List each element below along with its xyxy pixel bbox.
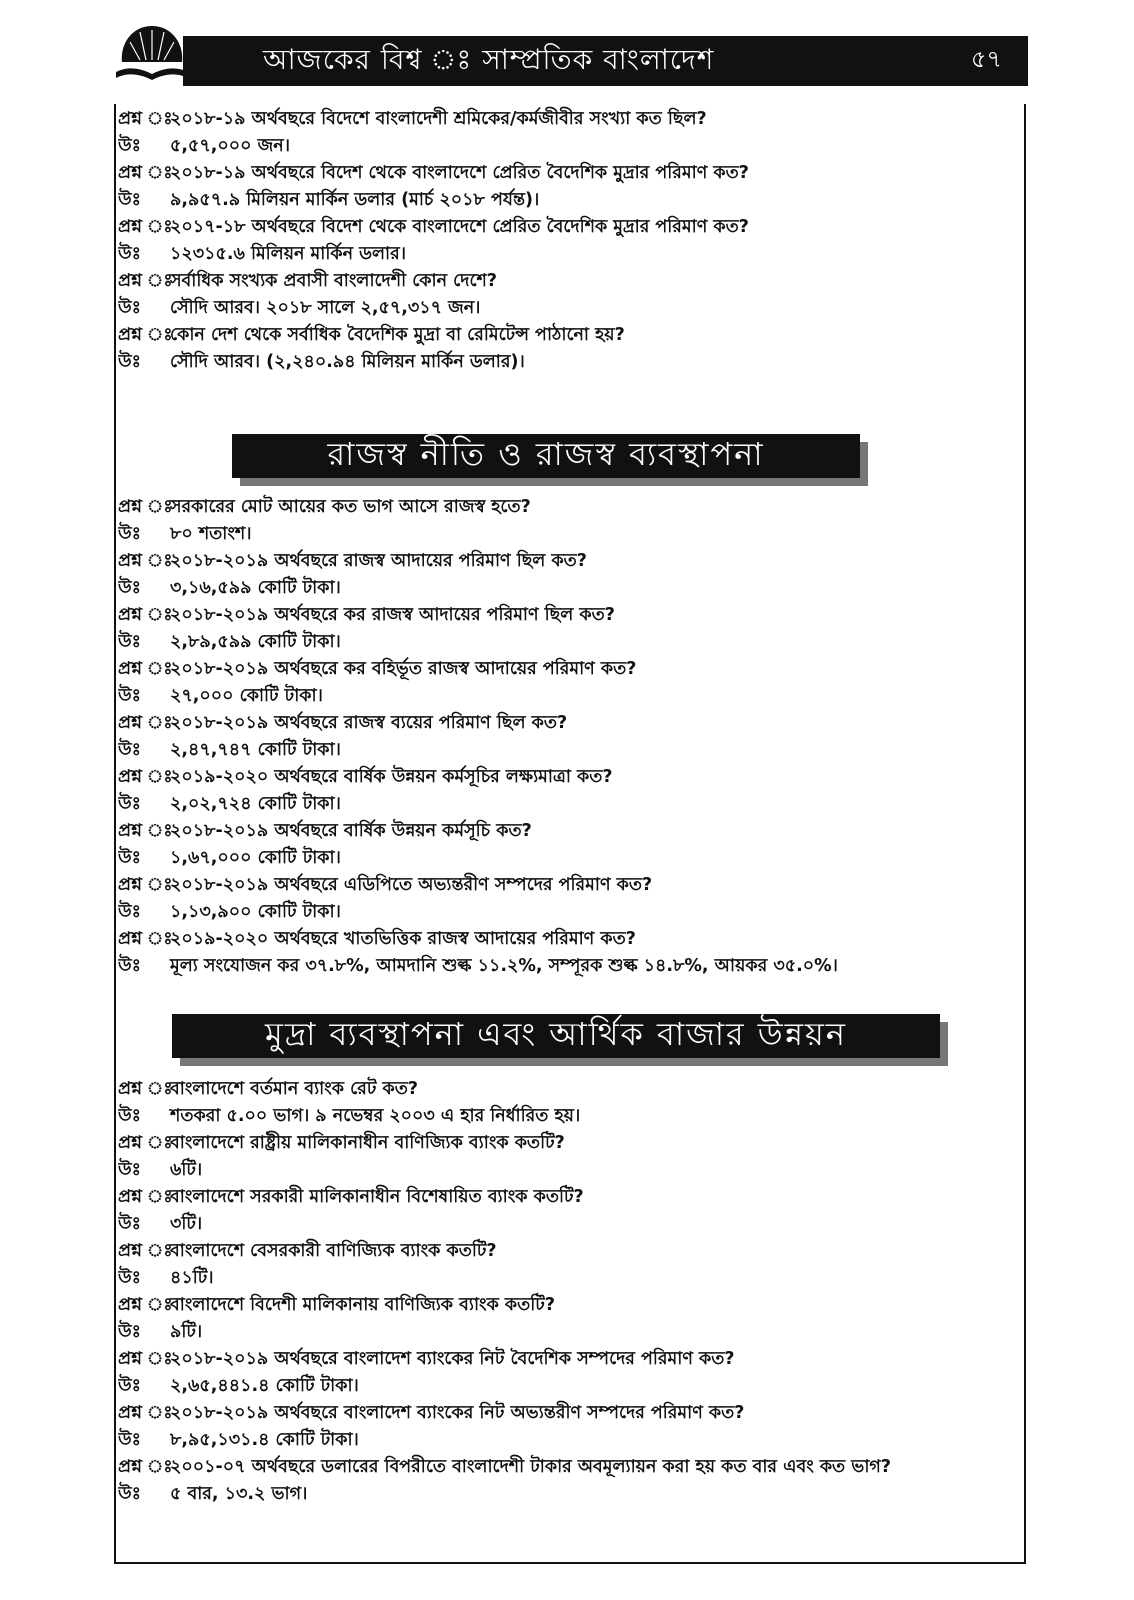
question-line: প্রশ্ন ঃ ২০১৮-১৯ অর্থবছরে বিদেশ থেকে বাংলাদেশে প্রেরিত বৈদেশিক মুদ্রার পরিমাণ কত? bbox=[118, 163, 749, 183]
question-line: প্রশ্ন ঃ সর্বাধিক সংখ্যক প্রবাসী বাংলাদেশী কোন দেশে? bbox=[118, 271, 497, 291]
question-line: প্রশ্ন ঃ বাংলাদেশে বেসরকারী বাণিজ্যিক ব্যাংক কতটি? bbox=[118, 1241, 497, 1261]
answer-line: উঃ ২৭,০০০ কোটি টাকা। bbox=[118, 686, 323, 706]
answer-line: উঃ শতকরা ৫.০০ ভাগ। ৯ নভেম্বর ২০০৩ এ হার নির্ধারিত হয়। bbox=[118, 1106, 581, 1126]
question-line: প্রশ্ন ঃ ২০১৮-২০১৯ অর্থবছরে রাজস্ব ব্যয়ের পরিমাণ ছিল কত? bbox=[118, 713, 568, 733]
question-line: প্রশ্ন ঃ ২০১৮-২০১৯ অর্থবছরে বাংলাদেশ ব্যাংকের নিট বৈদেশিক সম্পদের পরিমাণ কত? bbox=[118, 1349, 735, 1369]
answer-line: উঃ ৮,৯৫,১৩১.৪ কোটি টাকা। bbox=[118, 1430, 359, 1450]
question-line: প্রশ্ন ঃ ২০১৮-২০১৯ অর্থবছরে বার্ষিক উন্নয়ন কর্মসূচি কত? bbox=[118, 821, 532, 841]
answer-line: উঃ ৫,৫৭,০০০ জন। bbox=[118, 136, 290, 156]
answer-line: উঃ ৯টি। bbox=[118, 1322, 203, 1342]
question-line: প্রশ্ন ঃ ২০১৮-২০১৯ অর্থবছরে কর বহির্ভূত রাজস্ব আদায়ের পরিমাণ কত? bbox=[118, 659, 637, 679]
question-line: প্রশ্ন ঃ সরকারের মোট আয়ের কত ভাগ আসে রাজস্ব হতে? bbox=[118, 497, 531, 517]
question-line: প্রশ্ন ঃ ২০১৮-২০১৯ অর্থবছরে কর রাজস্ব আদায়ের পরিমাণ ছিল কত? bbox=[118, 605, 615, 625]
section-heading-revenue: রাজস্ব নীতি ও রাজস্ব ব্যবস্থাপনা bbox=[232, 434, 860, 478]
page-header bbox=[183, 36, 1028, 86]
qa-block-section3 bbox=[118, 1076, 1018, 1508]
answer-line: উঃ ১২৩১৫.৬ মিলিয়ন মার্কিন ডলার। bbox=[118, 244, 407, 264]
publisher-logo bbox=[112, 22, 192, 88]
answer-line: উঃ ২,৬৫,৪৪১.৪ কোটি টাকা। bbox=[118, 1376, 359, 1396]
question-line: প্রশ্ন ঃ ২০১৮-২০১৯ অর্থবছরে বাংলাদেশ ব্যাংকের নিট অভ্যন্তরীণ সম্পদের পরিমাণ কত? bbox=[118, 1403, 745, 1423]
question-line: প্রশ্ন ঃ ২০১৯-২০২০ অর্থবছরে খাতভিত্তিক রাজস্ব আদায়ের পরিমাণ কত? bbox=[118, 929, 636, 949]
question-line: প্রশ্ন ঃ ২০১৮-১৯ অর্থবছরে বিদেশে বাংলাদেশী শ্রমিকের/কর্মজীবীর সংখ্যা কত ছিল? bbox=[118, 109, 707, 129]
question-line: প্রশ্ন ঃ ২০১৮-২০১৯ অর্থবছরে এডিপিতে অভ্যন্তরীণ সম্পদের পরিমাণ কত? bbox=[118, 875, 653, 895]
qa-block-section1 bbox=[118, 106, 1018, 376]
section-heading-monetary: মুদ্রা ব্যবস্থাপনা এবং আর্থিক বাজার উন্নয়ন bbox=[172, 1014, 940, 1058]
header-title: আজকের বিশ্ব ঃ সাম্প্রতিক বাংলাদেশ bbox=[263, 42, 715, 76]
answer-line: উঃ ৪১টি। bbox=[118, 1268, 214, 1288]
question-line: প্রশ্ন ঃ বাংলাদেশে সরকারী মালিকানাধীন বিশেষায়িত ব্যাংক কতটি? bbox=[118, 1187, 584, 1207]
answer-line: উঃ ৬টি। bbox=[118, 1160, 203, 1180]
answer-line: উঃ ১,৬৭,০০০ কোটি টাকা। bbox=[118, 848, 341, 868]
answer-line: উঃ সৌদি আরব। ২০১৮ সালে ২,৫৭,৩১৭ জন। bbox=[118, 298, 481, 318]
answer-line: উঃ ৫ বার, ১৩.২ ভাগ। bbox=[118, 1484, 308, 1504]
answer-line: উঃ ৮০ শতাংশ। bbox=[118, 524, 252, 544]
page-number: ৫৭ bbox=[970, 45, 1002, 73]
question-line: প্রশ্ন ঃ কোন দেশ থেকে সর্বাধিক বৈদেশিক মুদ্রা বা রেমিটেন্স পাঠানো হয়? bbox=[118, 325, 625, 345]
question-line: প্রশ্ন ঃ বাংলাদেশে বিদেশী মালিকানায় বাণিজ্যিক ব্যাংক কতটি? bbox=[118, 1295, 555, 1315]
answer-line: উঃ ৯,৯৫৭.৯ মিলিয়ন মার্কিন ডলার (মার্চ ২০১৮ পর্যন্ত)। bbox=[118, 190, 540, 210]
question-line: প্রশ্ন ঃ ২০০১-০৭ অর্থবছরে ডলারের বিপরীতে বাংলাদেশী টাকার অবমূল্যায়ন করা হয় কত বার এবং কত ভাগ? bbox=[118, 1457, 892, 1477]
question-line: প্রশ্ন ঃ ২০১৮-২০১৯ অর্থবছরে রাজস্ব আদায়ের পরিমাণ ছিল কত? bbox=[118, 551, 587, 571]
answer-line: উঃ ২,৮৯,৫৯৯ কোটি টাকা। bbox=[118, 632, 341, 652]
question-line: প্রশ্ন ঃ ২০১৯-২০২০ অর্থবছরে বার্ষিক উন্নয়ন কর্মসূচির লক্ষ্যমাত্রা কত? bbox=[118, 767, 613, 787]
answer-line: উঃ মূল্য সংযোজন কর ৩৭.৮%, আমদানি শুল্ক ১১.২%, সম্পূরক শুল্ক ১৪.৮%, আয়কর ৩৫.০%। bbox=[118, 956, 838, 976]
answer-line: উঃ সৌদি আরব। (২,২৪০.৯৪ মিলিয়ন মার্কিন ডলার)। bbox=[118, 352, 525, 372]
question-line: প্রশ্ন ঃ বাংলাদেশে রাষ্ট্রীয় মালিকানাধীন বাণিজ্যিক ব্যাংক কতটি? bbox=[118, 1133, 565, 1153]
answer-line: উঃ ১,১৩,৯০০ কোটি টাকা। bbox=[118, 902, 341, 922]
answer-line: উঃ ২,০২,৭২৪ কোটি টাকা। bbox=[118, 794, 341, 814]
question-line: প্রশ্ন ঃ বাংলাদেশে বর্তমান ব্যাংক রেট কত? bbox=[118, 1079, 419, 1099]
answer-line: উঃ ৩টি। bbox=[118, 1214, 203, 1234]
answer-line: উঃ ২,৪৭,৭৪৭ কোটি টাকা। bbox=[118, 740, 341, 760]
answer-line: উঃ ৩,১৬,৫৯৯ কোটি টাকা। bbox=[118, 578, 341, 598]
qa-block-section2 bbox=[118, 494, 1018, 980]
question-line: প্রশ্ন ঃ ২০১৭-১৮ অর্থবছরে বিদেশ থেকে বাংলাদেশে প্রেরিত বৈদেশিক মুদ্রার পরিমাণ কত? bbox=[118, 217, 749, 237]
